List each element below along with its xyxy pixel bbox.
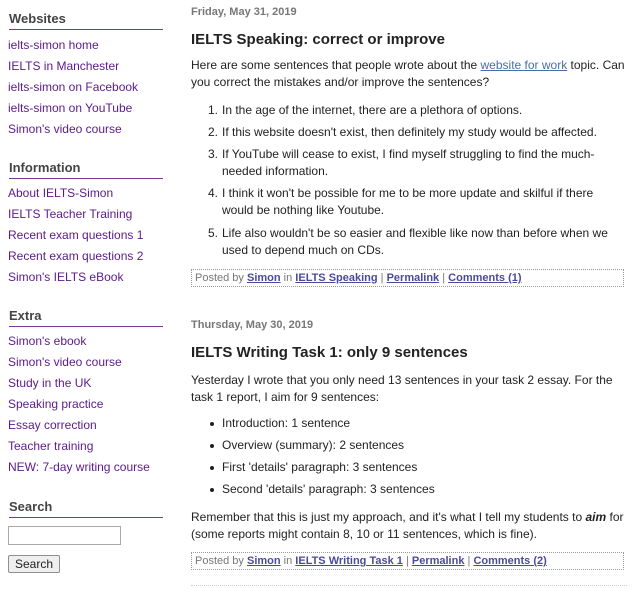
sidebar-heading-websites: Websites [9, 11, 163, 30]
list-item: 3. If YouTube will cease to exist, I find myself struggling to find the much-needed information. [208, 147, 595, 178]
bullet-icon [210, 422, 214, 426]
post-date: Friday, May 31, 2019 [191, 6, 297, 18]
sidebar-link-simons-video-course[interactable]: Simon's video course [8, 355, 122, 369]
sidebar-link-study-uk[interactable]: Study in the UK [8, 376, 92, 390]
list-item: 5. Life also wouldn't be so easier and flexible like now than before when we used to depend much on CDs. [208, 226, 608, 257]
sidebar-link-ielts-in-manchester[interactable]: IELTS in Manchester [8, 59, 120, 73]
sidebar-link-teacher-training[interactable]: IELTS Teacher Training [8, 207, 133, 221]
list-item: 2. If this website doesn't exist, then definitely my study would be affected. [208, 125, 597, 139]
list-item: Introduction: 1 sentence [222, 415, 350, 432]
sidebar-link-recent-exam-1[interactable]: Recent exam questions 1 [8, 228, 144, 242]
list-item: Overview (summary): 2 sentences [222, 437, 404, 454]
sidebar-link-ebook[interactable]: Simon's IELTS eBook [8, 270, 124, 284]
list-item: Second 'details' paragraph: 3 sentences [222, 481, 435, 498]
post-intro: Yesterday I wrote that you only need 13 sentences in your task 2 essay. For the task 1 report, I aim for 9 sentences: [191, 373, 613, 404]
post-date: Thursday, May 30, 2019 [191, 319, 314, 331]
list-item: First 'details' paragraph: 3 sentences [222, 459, 417, 476]
website-for-work-link[interactable]: website for work [480, 58, 568, 72]
post-intro: Here are some sentences that people wrote about the website for work topic. Can you correct the mistakes and/or improve the sentences? [191, 58, 625, 89]
author-link[interactable]: Simon [246, 272, 281, 284]
bullet-icon [210, 466, 214, 470]
post-closing: Remember that this is just my approach, and it's what I tell my students to aim for (some reports might contain 8, 10 or 11 sentences, which is fine). [191, 510, 624, 541]
sidebar-link-video-course[interactable]: Simon's video course [8, 122, 122, 136]
sidebar-link-facebook[interactable]: ielts-simon on Facebook [8, 80, 139, 94]
sidebar-link-recent-exam-2[interactable]: Recent exam questions 2 [8, 249, 144, 263]
list-item: 4. I think it won't be possible for me to be more update and skilful if there would be nothing like Youtube. [208, 186, 594, 217]
post-footer: Posted by Simon in IELTS Speaking | Permalink | Comments (1) [191, 269, 624, 287]
category-link[interactable]: IELTS Speaking [295, 272, 378, 284]
sidebar-link-simons-ebook[interactable]: Simon's ebook [8, 334, 87, 348]
permalink-link[interactable]: Permalink [411, 555, 465, 567]
post-title[interactable]: IELTS Writing Task 1: only 9 sentences [191, 344, 468, 361]
comments-link[interactable]: Comments (2) [473, 555, 547, 567]
post-divider [191, 585, 627, 586]
list-item: 1. In the age of the internet, there are a plethora of options. [208, 103, 523, 117]
sidebar-heading-search: Search [9, 499, 163, 518]
post-footer: Posted by Simon in IELTS Writing Task 1 | Permalink | Comments (2) [191, 552, 624, 570]
post-title[interactable]: IELTS Speaking: correct or improve [191, 31, 445, 48]
sidebar-link-writing-course[interactable]: NEW: 7-day writing course [8, 460, 150, 474]
sidebar-link-about[interactable]: About IELTS-Simon [8, 186, 114, 200]
bullet-icon [210, 488, 214, 492]
sidebar-link-speaking-practice[interactable]: Speaking practice [8, 397, 104, 411]
sidebar-heading-extra: Extra [9, 308, 163, 327]
sidebar-heading-information: Information [9, 160, 163, 179]
sidebar-link-teacher-training-extra[interactable]: Teacher training [8, 439, 94, 453]
permalink-link[interactable]: Permalink [386, 272, 440, 284]
bullet-icon [210, 444, 214, 448]
author-link[interactable]: Simon [246, 555, 281, 567]
sidebar-link-ielts-simon-home[interactable]: ielts-simon home [8, 38, 99, 52]
sidebar-link-essay-correction[interactable]: Essay correction [8, 418, 97, 432]
sidebar-link-youtube[interactable]: ielts-simon on YouTube [8, 101, 133, 115]
category-link[interactable]: IELTS Writing Task 1 [295, 555, 403, 567]
search-button[interactable]: Search [8, 555, 60, 573]
comments-link[interactable]: Comments (1) [448, 272, 522, 284]
search-input[interactable] [8, 526, 121, 545]
